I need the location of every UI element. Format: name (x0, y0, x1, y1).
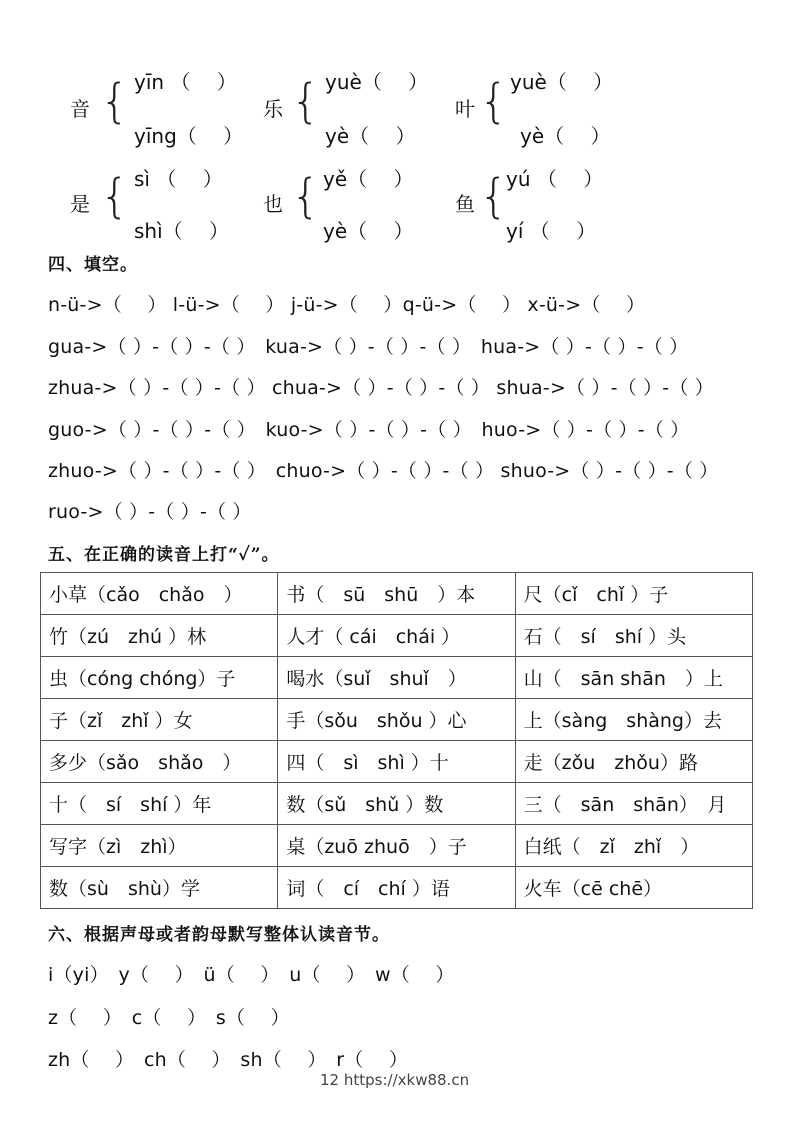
table-row (41, 699, 753, 741)
pinyin-option: yuè（ ） (510, 70, 614, 94)
pinyin-option: yuè（ ） (325, 70, 429, 94)
table-cell[interactable]: 数（sǔ shǔ ）数 (278, 783, 515, 825)
pinyin-option: yú （ ） (506, 167, 604, 191)
polyphone-char: 也 (263, 192, 283, 216)
brace-icon: { (100, 74, 130, 128)
pinyin-option: sì （ ） (134, 167, 223, 191)
table-cell[interactable]: 数（sù shù）学 (41, 867, 278, 909)
table-row (41, 573, 753, 615)
pinyin-option: yè（ ） (325, 124, 416, 148)
fill-row: gua->（ ）-（ ）-（ ） kua->（ ）-（ ）-（ ） hua->（ ）-（ ）-（ ） (48, 336, 689, 358)
table-row (41, 867, 753, 909)
page-number: 12 (320, 1071, 340, 1089)
table-row (41, 615, 753, 657)
table-cell[interactable]: 手（sǒu shǒu ）心 (278, 699, 515, 741)
brace-icon: { (479, 169, 509, 223)
page-footer (320, 1071, 469, 1089)
table-cell[interactable]: 书（ sū shū ）本 (278, 573, 515, 615)
brace-icon: { (291, 169, 321, 223)
brace-icon: { (291, 74, 321, 128)
pinyin-option: shì（ ） (134, 219, 230, 243)
fill-row: zhuo->（ ）-（ ）-（ ） chuo->（ ）-（ ）-（ ） shuo->（ ）-（ ）-（ ） (48, 460, 719, 482)
table-cell[interactable]: 白纸（ zǐ zhǐ ） (515, 825, 752, 867)
polyphone-char: 叶 (455, 97, 475, 121)
fill-row: zhua->（ ）-（ ）-（ ） chua->（ ）-（ ）-（ ） shua->（ ）-（ ）-（ ） (48, 377, 714, 399)
table-cell[interactable]: 上（sàng shàng）去 (515, 699, 752, 741)
fill-row: guo->（ ）-（ ）-（ ） kuo->（ ）-（ ）-（ ） huo->（ ）-（ ）-（ ） (48, 419, 690, 441)
table-cell[interactable]: 桌（zuō zhuō ）子 (278, 825, 515, 867)
pinyin-option: yí （ ） (506, 219, 597, 243)
section-heading-tick: 五、在正确的读音上打“✓”。 (48, 545, 280, 565)
syllable-row: i（yi） y（ ） ü（ ） u（ ） w（ ） (48, 964, 455, 986)
table-cell[interactable]: 尺（cǐ chǐ ）子 (515, 573, 752, 615)
table-cell[interactable]: 小草（cǎo chǎo ） (41, 573, 278, 615)
table-cell[interactable]: 多少（sǎo shǎo ） (41, 741, 278, 783)
table-cell[interactable]: 虫（cóng chóng）子 (41, 657, 278, 699)
pronunciation-table (40, 572, 753, 909)
fill-row: n-ü->（ ） l-ü->（ ） j-ü->（ ）q-ü->（ ） x-ü->（ ） (48, 294, 646, 316)
table-cell[interactable]: 山（ sān shān ）上 (515, 657, 752, 699)
table-cell[interactable]: 火车（cē chē） (515, 867, 752, 909)
table-row (41, 741, 753, 783)
table-cell[interactable]: 人才（ cái chái ） (278, 615, 515, 657)
pinyin-option: yīng（ ） (134, 124, 244, 148)
table-cell[interactable]: 三（ sān shān） 月 (515, 783, 752, 825)
table-cell[interactable]: 写字（zì zhì） (41, 825, 278, 867)
table-row (41, 657, 753, 699)
table-row (41, 825, 753, 867)
polyphone-char: 是 (70, 192, 90, 216)
table-cell[interactable]: 子（zǐ zhǐ ）女 (41, 699, 278, 741)
table-cell[interactable]: 走（zǒu zhǒu）路 (515, 741, 752, 783)
pinyin-option: yě（ ） (323, 167, 414, 191)
polyphone-char: 音 (70, 97, 90, 121)
pinyin-option: yīn （ ） (134, 70, 237, 94)
table-cell[interactable]: 四（ sì shì ）十 (278, 741, 515, 783)
polyphone-char: 鱼 (455, 192, 475, 216)
polyphone-char: 乐 (263, 97, 283, 121)
section-heading-syllables: 六、根据声母或者韵母默写整体认读音节。 (48, 925, 390, 945)
pinyin-option: yè（ ） (323, 219, 414, 243)
footer-url[interactable]: https://xkw88.cn (343, 1071, 470, 1089)
table-cell[interactable]: 十（ sí shí ）年 (41, 783, 278, 825)
syllable-row: zh（ ） ch（ ） sh（ ） r（ ） (48, 1049, 409, 1071)
brace-icon: { (100, 169, 130, 223)
fill-row: ruo->（ ）-（ ）-（ ） (48, 501, 252, 523)
table-cell[interactable]: 竹（zú zhú ）林 (41, 615, 278, 657)
table-cell[interactable]: 词（ cí chí ）语 (278, 867, 515, 909)
pinyin-option: yè（ ） (520, 124, 611, 148)
brace-icon: { (479, 74, 509, 128)
syllable-row: z（ ） c（ ） s（ ） (48, 1007, 290, 1029)
table-cell[interactable]: 喝水（suǐ shuǐ ） (278, 657, 515, 699)
table-row (41, 783, 753, 825)
section-heading-fill: 四、填空。 (48, 255, 138, 275)
table-cell[interactable]: 石（ sí shí ）头 (515, 615, 752, 657)
